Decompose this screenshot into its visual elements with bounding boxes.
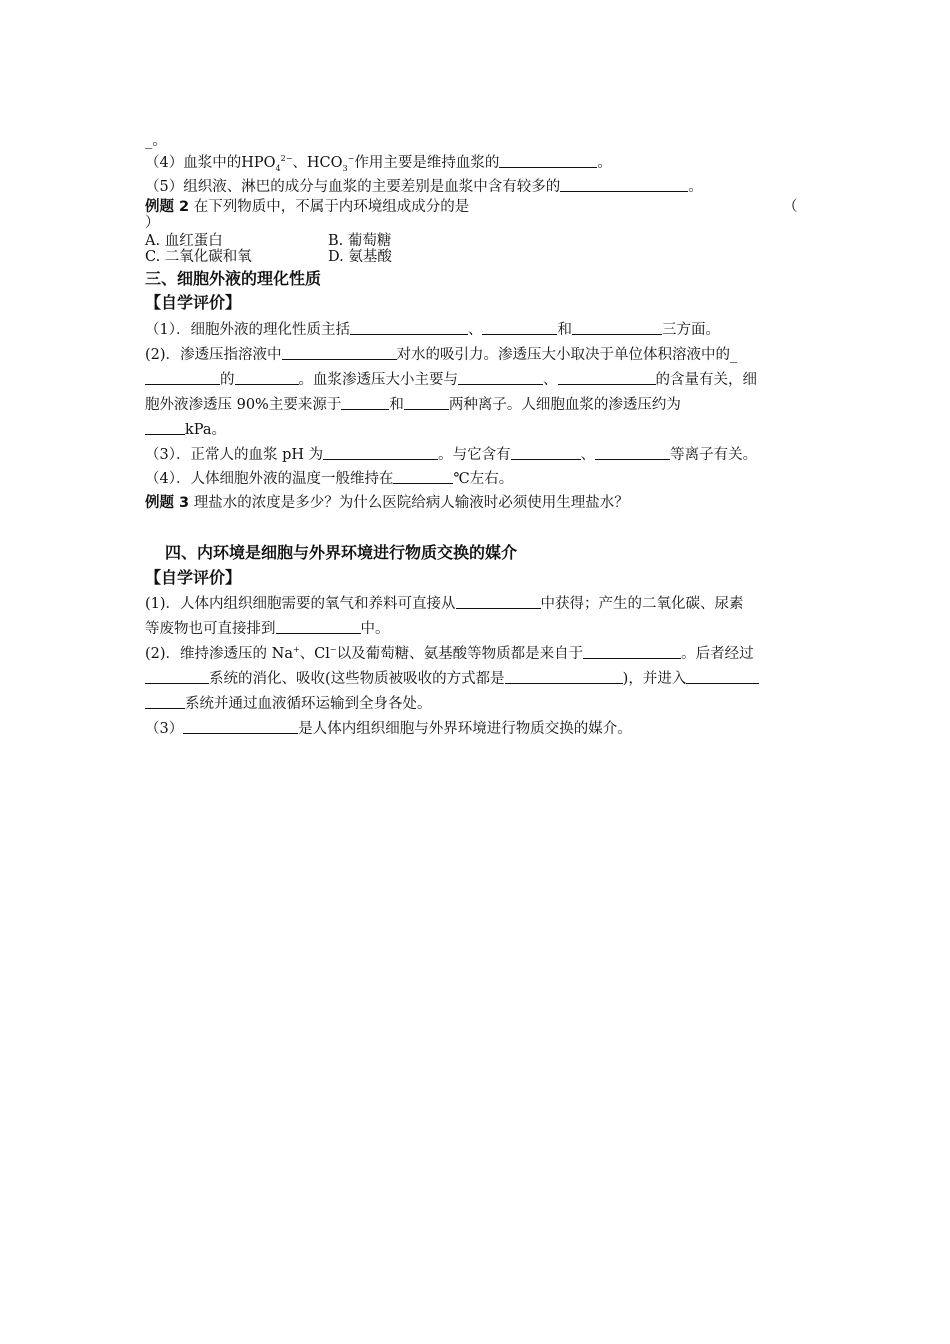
fill-blank[interactable] [458,370,543,385]
question-4-3: （3） 是人体内组织细胞与外界环境进行物质交换的媒介。 [145,721,632,737]
question-4-2-line-2: 系统的消化、吸收(这些物质被吸收的方式都是 )，并进入 [145,669,759,688]
fill-blank[interactable] [456,594,541,609]
question-4-plasma: （4）血浆中的$HPO_4^{2-}$、$HCO_3^-$作用主要是维持血浆的 。 [145,154,612,173]
line-fragment: _。 [145,133,167,149]
question-4-1-line-1: (1)．人体内组织细胞需要的氧气和养料可直接从 中获得；产生的二氧化碳、尿素 [145,596,744,612]
question-5-plasma: （5）组织液、淋巴的成分与血浆的主要差别是血浆中含有较多的 。 [145,179,703,195]
option-a[interactable]: A. 血红蛋白 [145,233,223,249]
answer-paren-close: ） [145,215,160,231]
fill-blank[interactable] [323,445,438,460]
option-c[interactable]: C. 二氧化碳和氧 [145,249,252,265]
fill-blank[interactable] [276,619,361,634]
question-3-2-line-3: 胞外液渗透压 90%主要来源于 和 两种离子。人细胞血浆的渗透压约为 [145,397,681,413]
fill-blank[interactable] [572,320,662,335]
question-3-2-line-4: kPa。 [145,420,226,439]
section-3-title: 三、细胞外液的理化性质 [145,269,322,288]
question-4-1-line-2: 等废物也可直接排到 中。 [145,621,390,637]
fill-blank[interactable] [583,644,681,659]
option-d[interactable]: D. 氨基酸 [328,249,392,265]
answer-paren-open: （ [783,199,798,215]
question-3-2-line-1: (2)．渗透压指溶液中 对水的吸引力。渗透压大小取决于单位体积溶液中的_ [145,347,738,363]
fill-blank[interactable] [145,669,209,684]
fill-blank[interactable] [595,445,670,460]
fill-blank[interactable] [393,469,453,484]
fill-blank[interactable] [499,153,597,168]
options-row-2 [145,248,392,266]
fill-blank[interactable] [183,719,298,734]
option-b[interactable]: B. 葡萄糖 [328,233,392,249]
question-3-4: （4）．人体细胞外液的温度一般维持在 ℃左右。 [145,471,514,487]
question-4-2-line-1: (2)．维持渗透压的 Na+、Cl−以及葡萄糖、氨基酸等物质都是来自于 。后者经过 [145,645,754,662]
fill-blank[interactable] [235,370,299,385]
example-3: 例题 3 理盐水的浓度是多少？为什么医院给病人输液时必须使用生理盐水？ [145,495,629,511]
fill-blank[interactable] [350,320,468,335]
example-2: 例题 2 在下列物质中，不属于内环境组成成分的是 [145,199,470,215]
fill-blank[interactable] [482,320,557,335]
section-4-title: 四、内环境是细胞与外界环境进行物质交换的媒介 [165,543,518,562]
fill-blank[interactable] [282,345,397,360]
fill-blank[interactable] [686,669,759,684]
fill-blank[interactable] [558,370,656,385]
question-3-2-line-2: 的 。血浆渗透压大小主要与 、 的含量有关，细 [145,370,757,389]
question-3-3: （3）．正常人的血浆 pH 为 。与它含有 、 等离子有关。 [145,447,758,463]
question-4-2-line-3: 系统并通过血液循环运输到全身各处。 [145,694,432,713]
fill-blank[interactable] [404,395,449,410]
fill-blank[interactable] [511,445,581,460]
self-evaluation-heading-2: 【自学评价】 [145,568,242,587]
fill-blank[interactable] [560,177,688,192]
fill-blank[interactable] [145,370,220,385]
fill-blank[interactable] [145,694,185,709]
question-3-1: （1）．细胞外液的理化性质主括 、 和 三方面。 [145,322,720,338]
fill-blank[interactable] [145,420,185,435]
fill-blank[interactable] [341,395,389,410]
fill-blank[interactable] [505,669,623,684]
self-evaluation-heading: 【自学评价】 [145,293,242,312]
